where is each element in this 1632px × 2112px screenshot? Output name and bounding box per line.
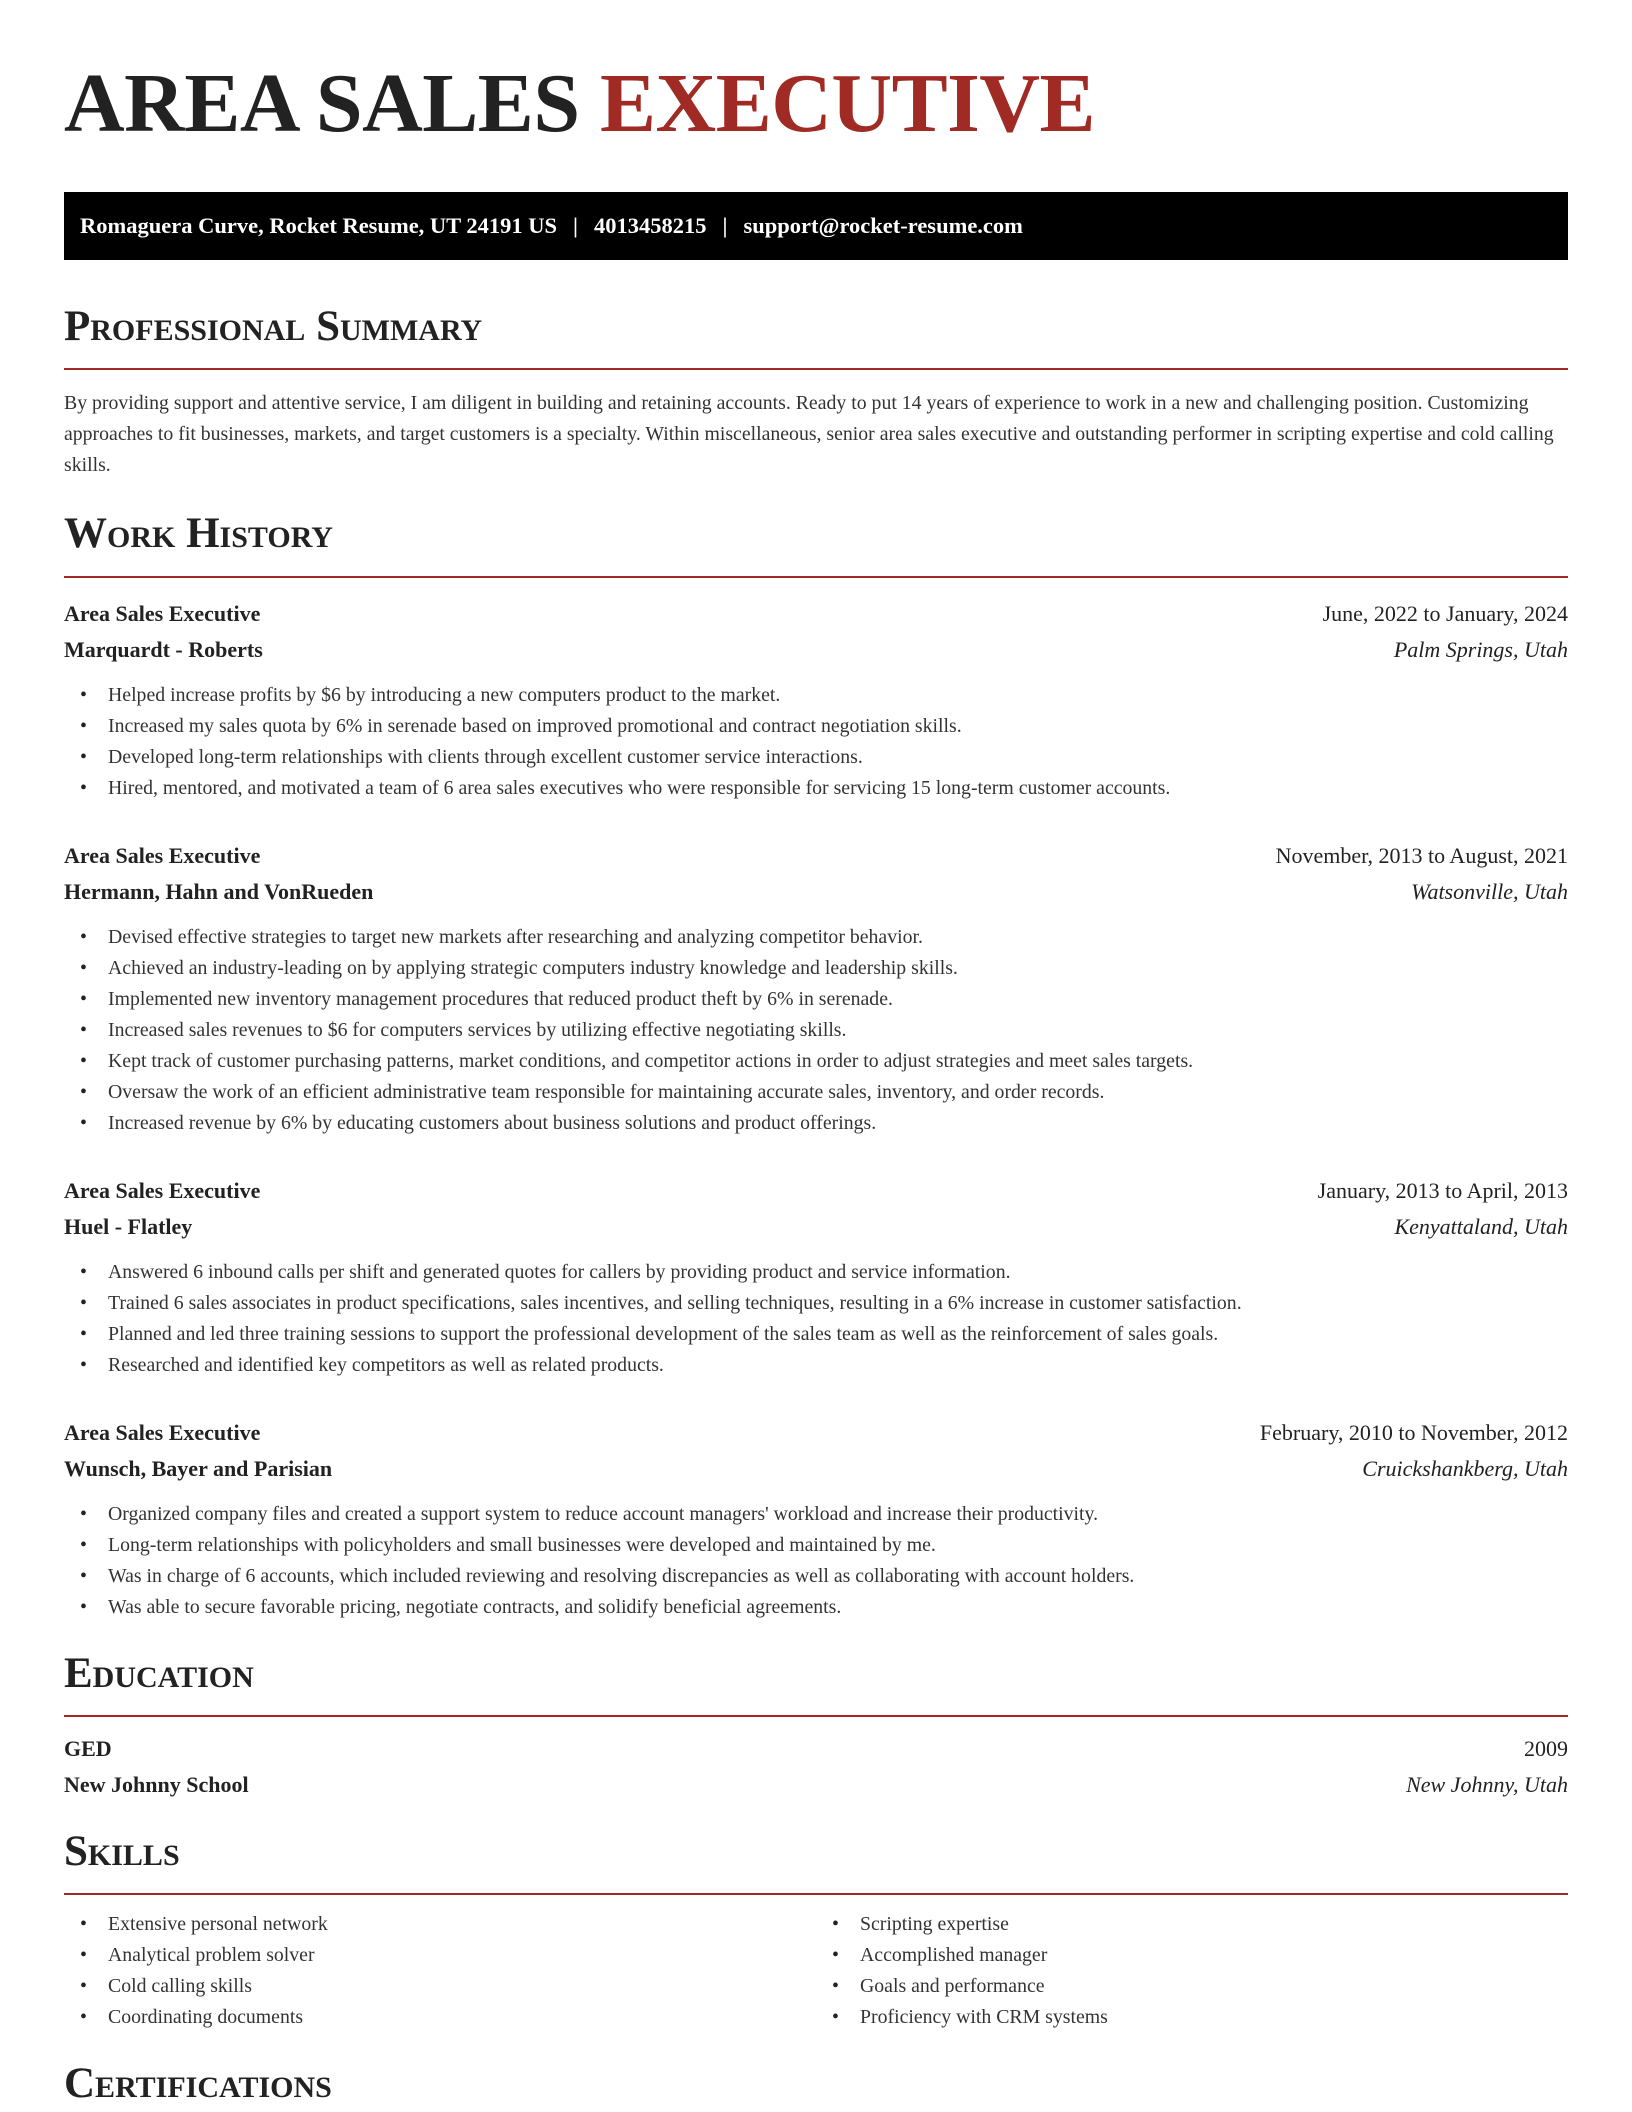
job-company: Hermann, Hahn and VonRueden — [64, 879, 374, 904]
section-divider — [64, 576, 1568, 578]
job-entry — [64, 838, 1568, 1139]
job-entry — [64, 1173, 1568, 1381]
contact-email: support@rocket-resume.com — [743, 213, 1023, 238]
job-bullet: • Developed long-term relationships with clients through excellent customer service interactions. — [64, 742, 1568, 773]
skills-list — [64, 1909, 1568, 2033]
skill-item: • Goals and performance — [816, 1971, 1568, 2002]
job-bullet: • Increased sales revenues to $6 for computers services by utilizing effective negotiating skills. — [64, 1015, 1568, 1046]
skill-item: • Analytical problem solver — [64, 1940, 816, 1971]
contact-separator: | — [722, 213, 728, 238]
contact-phone: 4013458215 — [594, 213, 707, 238]
contact-separator: | — [573, 213, 579, 238]
job-title: Area Sales Executive — [64, 1178, 261, 1203]
job-bullet: • Planned and led three training sessions to support the professional development of the sales team as well as the reinforcement of sales goals. — [64, 1319, 1568, 1350]
job-bullet: • Increased revenue by 6% by educating customers about business solutions and product offerings. — [64, 1108, 1568, 1139]
job-bullets — [64, 922, 1568, 1139]
job-company: Wunsch, Bayer and Parisian — [64, 1456, 333, 1481]
skill-item: • Extensive personal network — [64, 1909, 816, 1940]
job-entry — [64, 1415, 1568, 1623]
resume-title — [64, 0, 1568, 150]
job-dates: February, 2010 to November, 2012 — [1259, 1420, 1568, 1445]
section-divider — [64, 368, 1568, 370]
skills-column-right — [816, 1909, 1568, 2033]
education-school-row — [64, 1767, 1568, 1803]
job-company: Huel - Flatley — [64, 1214, 193, 1239]
job-title: Area Sales Executive — [64, 601, 261, 626]
skill-item: • Scripting expertise — [816, 1909, 1568, 1940]
job-header-row — [64, 838, 1568, 874]
job-dates: January, 2013 to April, 2013 — [1317, 1178, 1568, 1203]
job-bullet: • Hired, mentored, and motivated a team of 6 area sales executives who were responsible for servicing 15 long-term customer accounts. — [64, 773, 1568, 804]
job-title: Area Sales Executive — [64, 1420, 261, 1445]
job-location: Watsonville, Utah — [1411, 879, 1568, 904]
certifications-heading: Certifications — [64, 2060, 332, 2107]
job-bullet: • Helped increase profits by $6 by introducing a new computers product to the market. — [64, 680, 1568, 711]
job-company-row — [64, 1209, 1568, 1245]
job-bullet: • Kept track of customer purchasing patterns, market conditions, and competitor actions in order to adjust strategies and meet sales targets. — [64, 1046, 1568, 1077]
section-divider — [64, 1893, 1568, 1895]
section-divider — [64, 1715, 1568, 1717]
job-bullet: • Implemented new inventory management procedures that reduced product theft by 6% in serenade. — [64, 984, 1568, 1015]
job-header-row — [64, 1415, 1568, 1451]
job-company: Marquardt - Roberts — [64, 637, 263, 662]
job-dates: November, 2013 to August, 2021 — [1275, 843, 1568, 868]
education-location: New Johnny, Utah — [1406, 1772, 1568, 1797]
skill-item: • Accomplished manager — [816, 1940, 1568, 1971]
skills-heading: Skills — [64, 1828, 180, 1875]
contact-bar — [64, 192, 1568, 260]
education-degree-row — [64, 1731, 1568, 1767]
job-bullet: • Was able to secure favorable pricing, negotiate contracts, and solidify beneficial agreements. — [64, 1592, 1568, 1623]
job-entry — [64, 596, 1568, 804]
job-bullets — [64, 1257, 1568, 1381]
job-bullet: • Devised effective strategies to target new markets after researching and analyzing competitor behavior. — [64, 922, 1568, 953]
job-location: Cruickshankberg, Utah — [1362, 1456, 1568, 1481]
job-dates: June, 2022 to January, 2024 — [1322, 601, 1568, 626]
job-location: Kenyattaland, Utah — [1394, 1214, 1568, 1239]
job-bullet: • Long-term relationships with policyholders and small businesses were developed and maintained by me. — [64, 1530, 1568, 1561]
job-location: Palm Springs, Utah — [1393, 637, 1568, 662]
education-heading: Education — [64, 1650, 254, 1697]
education-degree: GED — [64, 1736, 112, 1761]
job-bullet: • Answered 6 inbound calls per shift and generated quotes for callers by providing product and service information. — [64, 1257, 1568, 1288]
job-bullet: • Organized company files and created a support system to reduce account managers' workload and increase their productivity. — [64, 1499, 1568, 1530]
job-header-row — [64, 1173, 1568, 1209]
job-bullet: • Trained 6 sales associates in product specifications, sales incentives, and selling techniques, resulting in a 6% increase in customer satisfaction. — [64, 1288, 1568, 1319]
skill-item: • Proficiency with CRM systems — [816, 2002, 1568, 2033]
job-header-row — [64, 596, 1568, 632]
contact-address: Romaguera Curve, Rocket Resume, UT 24191 US — [80, 213, 558, 238]
work-history-heading: Work History — [64, 510, 333, 557]
skill-item: • Coordinating documents — [64, 2002, 816, 2033]
education-entry — [64, 1731, 1568, 1803]
job-bullet: • Oversaw the work of an efficient administrative team responsible for maintaining accurate sales, inventory, and order records. — [64, 1077, 1568, 1108]
job-title: Area Sales Executive — [64, 843, 261, 868]
education-year: 2009 — [1524, 1736, 1568, 1761]
title-part-2: EXECUTIVE — [600, 57, 1095, 150]
job-bullet: • Increased my sales quota by 6% in serenade based on improved promotional and contract negotiation skills. — [64, 711, 1568, 742]
job-bullet: • Achieved an industry-leading on by applying strategic computers industry knowledge and leadership skills. — [64, 953, 1568, 984]
skill-item: • Cold calling skills — [64, 1971, 816, 2002]
job-company-row — [64, 1451, 1568, 1487]
summary-text: By providing support and attentive service, I am diligent in building and retaining accounts. Ready to put 14 years of experience to work in a new and challenging position. Customizing approaches to fit businesses, markets, and target customers is a specialty. Within miscellaneous, senior area sales executive and outstanding performer in scripting expertise and cold calling skills. — [64, 392, 1554, 476]
skills-column-left — [64, 1909, 816, 2033]
job-company-row — [64, 632, 1568, 668]
job-bullet: • Researched and identified key competitors as well as related products. — [64, 1350, 1568, 1381]
job-bullet: • Was in charge of 6 accounts, which included reviewing and resolving discrepancies as well as collaborating with account holders. — [64, 1561, 1568, 1592]
education-school: New Johnny School — [64, 1772, 249, 1797]
job-company-row — [64, 874, 1568, 910]
job-bullets — [64, 1499, 1568, 1623]
title-part-1: AREA SALES — [64, 57, 580, 150]
job-bullets — [64, 680, 1568, 804]
summary-heading: Professional Summary — [64, 303, 483, 350]
